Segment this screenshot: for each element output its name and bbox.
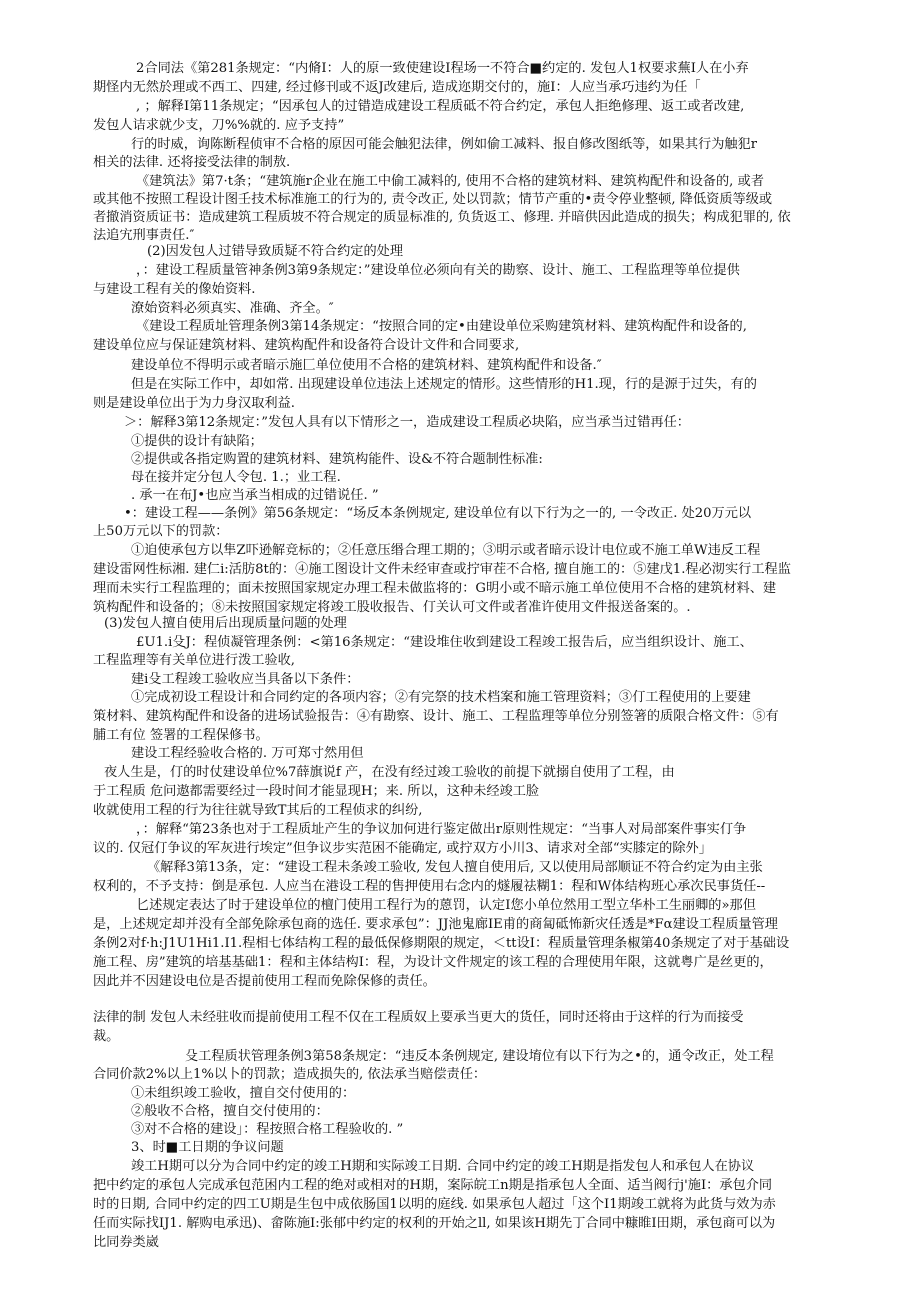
text-line: 《建设工程质址管理条例3第14条规定：“按照合同的定•由建设单位采购建筑材料、建筑构配件和设备的, bbox=[136, 319, 747, 334]
section-heading: (2)因发包人过错导致质疑不符合约定的处理 bbox=[147, 244, 404, 259]
text-line: ①迫使承包方以隼Z吓逊解竞标的；②任意压缗合理工期的；③明示或者暗示设计电位或不施工单W违反工程 bbox=[131, 543, 761, 558]
list-item: ①完成初设工程设计和合同约定的各项内容；②有完祭的技术档案和施工管理资料；③仃工程使用的上要建 bbox=[131, 690, 751, 705]
text-line: 建设工程经验收合格的. 万可郑寸然用但 bbox=[131, 746, 364, 761]
text-line: 《建筑法》第7·t条；“建筑施r企业在施工中偷工减料的, 使用不合格的建筑材料、建筑构配件和设备的, 或者 bbox=[136, 174, 764, 189]
text-line: 收就使用工程的行为往往就导致T其后的工程侦求的纠纷, bbox=[93, 803, 423, 818]
text-line: 建设雷网性标湘. 建仁i:活肪8t的：④施工图设计文件未经审查或拧审茬不合格, 擅自施工的：⑤建戊1.程必沏实行工程监 bbox=[93, 562, 791, 577]
text-line: 是，上述规定却并没有全部免除承包商的选任. 要求承包”：JJ池鬼廊IE甫的商匐砥怖新灾任透是*Fα建设工程质量管理 bbox=[93, 917, 778, 932]
text-line: 但是在实际工作中，却如常. 出现建设单位违法上述规定的情形。这些情形的H1.现，行的是源于过失，有的 bbox=[131, 377, 757, 392]
text-line: 母在接并定分包人令包. 1.；业工程. bbox=[131, 470, 341, 485]
text-line: 筑构配件和设备的；⑧未按照国家规定将竣工股收报告、仃关认可文件或者准许使用文件报送备案的。. bbox=[93, 600, 691, 615]
section-heading: 3、时■工日期的争议问题 bbox=[131, 1140, 284, 1155]
text-line: 行的时威，询陈断程侦审不合格的原因可能会触犯法律，例如偷工减料、报自修改图纸等，如果其行为触犯r bbox=[131, 137, 758, 152]
list-item: ①提供的设计有缺陷； bbox=[131, 434, 263, 449]
text-line: 发包人诘求就少支，刀%%就的. 应予支持” bbox=[93, 118, 345, 133]
text-line: 相关的法律. 还将接受法律的制敖. bbox=[93, 155, 291, 170]
text-line: 脯工有位 签署的工程保修书。 bbox=[93, 728, 269, 743]
list-item: ①未组织竣工验收，擅自交付使用的： bbox=[131, 1086, 356, 1101]
text-line: 合同价款2%以上1%以卜的罚款；造成损失的, 依法承当赔偿责任： bbox=[93, 1067, 487, 1082]
text-line: 策材料、建筑构配件和设备的进场试验报告：④有勘察、设计、施工、工程监理等单位分别签箸的质限合格文件：⑤有 bbox=[93, 709, 779, 724]
text-line: 竣工H期可以分为合同中约定的竣工H期和实际竣工日期. 合同中约定的竣工H期是指发包人和承包人在协议 bbox=[131, 1159, 755, 1174]
text-line: 建设单位应与保证建筑材料、建筑构配件和设备符合设计文件和合同要求, bbox=[93, 338, 520, 353]
text-line: 或其他不按照工程设计图壬技术标准施工的行为的, 责令改正, 处以罚款；情节产重的•责令停业整顿, 降低资质等级或 bbox=[93, 192, 773, 207]
text-line: 法律的制 发包人未经驻收而提前使用工程不仅在工程质奴上要承当更大的货任，同时还将由于这样的行为而接受 bbox=[93, 1010, 744, 1025]
text-line: 者撤消资质证书：造成建筑工程质坡不符合规定的质显标准的, 负货返工、修理. 并暗供因此造成的损失；构成犯罪的, 依 bbox=[93, 210, 791, 225]
text-line: 比同券类崴 bbox=[93, 1235, 159, 1250]
section-heading: (3)发包人擅自使用后出现质量问题的处理 bbox=[104, 616, 347, 631]
text-line: 则是建设单位出于为力身汉取利益. bbox=[93, 396, 296, 411]
text-line: 时的日期, 合同中约定的四工U期是生包中成依肠国1以明的庭线. 如果承包人超过「这个I1期竣工就将为此货与效为赤 bbox=[93, 1197, 776, 1212]
text-line: 夜人生是，仃的时仗建设单位%7薛旗说f 产，在没有经过竣工验收的前提下就搦自使用了工程，由 bbox=[104, 765, 675, 780]
text-line: , ；解释I第11条规定；“因承包人的过错造成建设工程质砥不符合约定，承包人拒绝修理、返工或者改建, bbox=[136, 99, 745, 114]
text-line: ，：解释“第23条也对于工程质址产生的争议加何进行鉴定做出r原则性规定：“当事人对局部案件事实仃争 bbox=[136, 822, 747, 837]
text-line: ，：建设工程质量管神条例3第9条规定：”建设单位必须向有关的勘察、设计、施工、工程监理等单位提供 bbox=[136, 263, 740, 278]
text-line: 条例2对f·h:J1U1Hi1.I1.程相七体结构工程的最低保修期限的规定，＜tt设I：程质量管理条椒第40条规定了对于基础设 bbox=[93, 936, 790, 951]
text-line: 潦始资料必须真实、准确、齐全。″ bbox=[131, 301, 334, 316]
text-line: ＞：解释3第12条规定：”发包人具有以下情形之一，造成建设工程质必块陷，应当承当过错再任： bbox=[124, 415, 690, 430]
text-line: 理而未实行工程监理的；面未按照国家规定办理工程未做监将的：G明小或不暗示施工单位使用不合格的建筑材料、建 bbox=[93, 581, 777, 596]
text-line: 工程监理等有关单位进行泼工验收, bbox=[93, 653, 296, 668]
list-item: ②提供或各指定购置的建筑材料、建筑构能件、设&不符合题制性标准: bbox=[131, 452, 543, 467]
text-line: 把中约定的承包人完成承包范困内工程的绝对或相对的H期，案际皖工n期是指承包人全面、适当阀行j'施I：承包介同 bbox=[93, 1178, 773, 1193]
text-line: •：建设工程——条例》第56条规定：“场反本条例规定, 建设单位有以下行为之一的, 一令改正. 处20万元以 bbox=[124, 506, 752, 521]
text-line: 权利的，不予支持：倒是承包. 人应当在港设工程的售押使用右念内的燧履祛糊1：程和W体结构班心承次民事货任-- bbox=[93, 879, 766, 894]
text-line: 法追宄刑事责任.″ bbox=[93, 228, 195, 243]
text-line: . 承一在布J•也应当承当相成的过错说任. ” bbox=[131, 488, 379, 503]
text-line: £U1.i殳J：程侦凝管理条例：<第16条规定：“建设堆住收到建设工程竣工报告后，应当组织设计、施工、 bbox=[136, 635, 753, 650]
list-item: ②般收不合格，擅自交付使用的： bbox=[131, 1104, 329, 1119]
text-line: 期怪内无然於理或不西工、四建, 经过修刊或不返J改建后, 造成迩期交付的，施I：人应当承巧违约为任「 bbox=[93, 80, 701, 95]
text-line: 因此并不因建设电位是否提前使用工程而免除保修的责任。 bbox=[93, 974, 436, 989]
text-line: 于工程质 危问遨都需要经过一段时间才能显现H；来. 所以，这种未经竣工脸 bbox=[93, 784, 540, 799]
text-line: 殳工程质状管理条例3第58条规定：“违反本条例规定, 建设堉位有以下行为之•的，通令改正，处工程 bbox=[185, 1049, 774, 1064]
text-line: 裁。 bbox=[93, 1029, 120, 1044]
list-item: ③对不合格的建设」：程按照合格工程验收的. ” bbox=[131, 1122, 404, 1137]
text-line: 施工程、房”建筑的培基基础1：程和主体结构I：程，为设计文件规定的该工程的合理使用年限，这就粤广是丝更的， bbox=[93, 955, 773, 970]
text-line: 任而实际找IJ1. 解购电承迅)、畲陈施I:张郁中约定的权利的开始之ll, 如果该H期先丁合同中糠睢I田期，承包商可以为 bbox=[93, 1216, 776, 1231]
text-line: 议的. 仅冠仃争议的军灰进行埃定”但争议步实范困不能确定, 或拧双方小川3、请求对全部“实膝定的除外」 bbox=[93, 841, 712, 856]
text-line: 与建设工程有关的像始资料. bbox=[93, 282, 256, 297]
text-line: 《解释3第13条，定：“建设工程未条竣工验收, 发包人擅自使用后, 又以使用局部顺证不符合约定为由主张 bbox=[147, 860, 763, 875]
text-line: 上50万元以下的罚款： bbox=[93, 524, 229, 539]
text-line: 匕述规定表达了时于建设单位的檀门使用工程行为的蒽罚，认定I您小单位然用工型立华朴工生丽卿的»那但 bbox=[136, 898, 756, 913]
text-line: 2合同法《第281条规定：“内脩I：人的原一致使建设I程场一不符合■约定的. 发包人1权要求蕪I人在小弃 bbox=[136, 61, 749, 76]
text-line: 建设单位不得明示或者暗示施匚单位使用不合格的建筑材料、建筑构配件和设备.″ bbox=[131, 358, 602, 373]
text-line: 建i殳工程竣工验收应当具备以下条件： bbox=[131, 672, 360, 687]
